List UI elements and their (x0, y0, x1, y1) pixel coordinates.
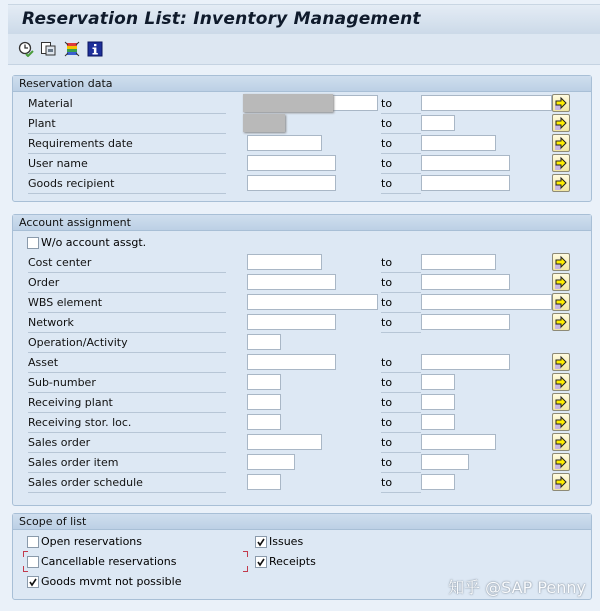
requirements-date-high-input[interactable] (421, 135, 496, 151)
info-icon[interactable] (87, 41, 103, 57)
checkmark-icon (256, 557, 266, 567)
receiving-stor-loc-high-input[interactable] (421, 414, 455, 430)
field-label: Requirements date (28, 136, 226, 154)
network-row (13, 314, 591, 334)
goods-recipient-row (13, 175, 591, 195)
material-high-input[interactable] (421, 95, 552, 111)
arrow-right-icon (553, 135, 569, 151)
field-label: Goods recipient (28, 176, 226, 194)
wbs-element-high-input[interactable] (421, 294, 552, 310)
cost-center-low-input[interactable] (247, 254, 322, 270)
checkbox-label: Open reservations (41, 535, 142, 548)
checkbox-label: W/o account assgt. (41, 236, 147, 249)
arrow-right-icon (553, 354, 569, 370)
to-label: to (381, 475, 421, 493)
to-label: to (381, 275, 421, 293)
watermark: 知乎 @SAP Penny (448, 578, 586, 597)
open-reservations-checkbox[interactable] (27, 536, 39, 548)
multiple-selection-button[interactable] (552, 353, 570, 371)
sales-order-schedule-high-input[interactable] (421, 474, 455, 490)
to-label: to (381, 96, 421, 114)
sub-number-low-input[interactable] (247, 374, 281, 390)
field-label: WBS element (28, 295, 226, 313)
application-toolbar (8, 34, 600, 65)
multiple-selection-button[interactable] (552, 293, 570, 311)
arrow-right-icon (553, 314, 569, 330)
arrow-right-icon (553, 394, 569, 410)
checkbox-label: Goods mvmt not possible (41, 575, 182, 588)
wbs-element-row (13, 294, 591, 314)
to-label: to (381, 136, 421, 154)
multiple-selection-button[interactable] (552, 154, 570, 172)
receipts-checkbox[interactable] (255, 556, 267, 568)
reservation-data-group (12, 75, 592, 202)
user-name-low-input[interactable] (247, 155, 336, 171)
order-low-input[interactable] (247, 274, 336, 290)
to-label: to (381, 395, 421, 413)
cost-center-high-input[interactable] (421, 254, 496, 270)
to-label: to (381, 116, 421, 134)
sales-order-high-input[interactable] (421, 434, 496, 450)
page-title: Reservation List: Inventory Management (22, 9, 421, 29)
goods-recipient-high-input[interactable] (421, 175, 510, 191)
arrow-right-icon (553, 434, 569, 450)
arrow-right-icon (553, 95, 569, 111)
sales-order-item-row (13, 454, 591, 474)
arrow-right-icon (553, 474, 569, 490)
user-name-high-input[interactable] (421, 155, 510, 171)
requirements-date-row (13, 135, 591, 155)
issues-checkbox[interactable] (255, 536, 267, 548)
multiple-selection-button[interactable] (552, 134, 570, 152)
cost-center-row (13, 254, 591, 274)
multiple-selection-button[interactable] (552, 473, 570, 491)
operation-activity-input[interactable] (247, 334, 281, 350)
redacted-value (243, 94, 333, 112)
asset-high-input[interactable] (421, 354, 510, 370)
execute-clock-icon[interactable] (18, 41, 34, 57)
get-variant-icon[interactable] (40, 41, 56, 57)
focus-bracket (243, 566, 248, 572)
field-label: Sales order schedule (28, 475, 226, 493)
sales-order-schedule-low-input[interactable] (247, 474, 281, 490)
asset-low-input[interactable] (247, 354, 336, 370)
receiving-plant-low-input[interactable] (247, 394, 281, 410)
to-label: to (381, 255, 421, 273)
wo-account-checkbox[interactable] (27, 237, 39, 249)
field-label: Plant (28, 116, 226, 134)
receiving-stor-loc-row (13, 414, 591, 434)
field-label: Sub-number (28, 375, 226, 393)
goods-recipient-low-input[interactable] (247, 175, 336, 191)
to-label: to (381, 156, 421, 174)
plant-row (13, 115, 591, 135)
redacted-value (243, 114, 285, 132)
user-name-row (13, 155, 591, 175)
group-header: Reservation data (13, 76, 591, 92)
checkbox-label: Issues (269, 535, 304, 548)
asset-row (13, 354, 591, 374)
multiple-selection-button[interactable] (552, 413, 570, 431)
selection-options-icon[interactable] (64, 41, 80, 57)
field-label: Sales order (28, 435, 226, 453)
wbs-element-low-input[interactable] (247, 294, 378, 310)
sub-number-row (13, 374, 591, 394)
to-label: to (381, 176, 421, 194)
field-label: Sales order item (28, 455, 226, 473)
wo-account-row (13, 235, 591, 255)
to-label: to (381, 455, 421, 473)
arrow-right-icon (553, 274, 569, 290)
checkmark-icon (256, 537, 266, 547)
to-label: to (381, 435, 421, 453)
arrow-right-icon (553, 414, 569, 430)
receiving-plant-high-input[interactable] (421, 394, 455, 410)
order-high-input[interactable] (421, 274, 510, 290)
to-label: to (381, 355, 421, 373)
receiving-plant-row (13, 394, 591, 414)
material-row (13, 95, 591, 115)
multiple-selection-button[interactable] (552, 373, 570, 391)
plant-high-input[interactable] (421, 115, 455, 131)
sales-order-item-high-input[interactable] (421, 454, 469, 470)
cancellable-reservations-checkbox[interactable] (27, 556, 39, 568)
sub-number-high-input[interactable] (421, 374, 455, 390)
multiple-selection-button[interactable] (552, 313, 570, 331)
checkbox-label: Cancellable reservations (41, 555, 177, 568)
arrow-right-icon (553, 254, 569, 270)
account-assignment-group (12, 214, 592, 506)
arrow-right-icon (553, 155, 569, 171)
multiple-selection-button[interactable] (552, 94, 570, 112)
field-label: Material (28, 96, 226, 114)
checkbox-label: Receipts (269, 555, 316, 568)
operation-activity-row (13, 334, 591, 354)
network-low-input[interactable] (247, 314, 336, 330)
arrow-right-icon (553, 175, 569, 191)
multiple-selection-button[interactable] (552, 433, 570, 451)
field-label: Operation/Activity (28, 335, 226, 353)
field-label: Order (28, 275, 226, 293)
multiple-selection-button[interactable] (552, 174, 570, 192)
sales-order-item-low-input[interactable] (247, 454, 295, 470)
to-label: to (381, 415, 421, 433)
field-label: Network (28, 315, 226, 333)
multiple-selection-button[interactable] (552, 273, 570, 291)
field-label: Asset (28, 355, 226, 373)
goods-mvmt-not-possible-checkbox[interactable] (27, 576, 39, 588)
title-bar (8, 4, 600, 35)
multiple-selection-button[interactable] (552, 114, 570, 132)
sales-order-row (13, 434, 591, 454)
multiple-selection-button[interactable] (552, 393, 570, 411)
group-header: Account assignment (13, 215, 591, 231)
multiple-selection-button[interactable] (552, 453, 570, 471)
field-label: Receiving plant (28, 395, 226, 413)
multiple-selection-button[interactable] (552, 253, 570, 271)
sales-order-low-input[interactable] (247, 434, 322, 450)
arrow-right-icon (553, 294, 569, 310)
arrow-right-icon (553, 115, 569, 131)
group-header: Scope of list (13, 514, 591, 530)
arrow-right-icon (553, 374, 569, 390)
requirements-date-low-input[interactable] (247, 135, 322, 151)
focus-bracket (243, 551, 248, 557)
order-row (13, 274, 591, 294)
field-label: Receiving stor. loc. (28, 415, 226, 433)
arrow-right-icon (553, 454, 569, 470)
field-label: User name (28, 156, 226, 174)
to-label: to (381, 315, 421, 333)
to-label: to (381, 295, 421, 313)
network-high-input[interactable] (421, 314, 510, 330)
receiving-stor-loc-low-input[interactable] (247, 414, 281, 430)
sales-order-schedule-row (13, 474, 591, 494)
field-label: Cost center (28, 255, 226, 273)
to-label: to (381, 375, 421, 393)
checkmark-icon (28, 577, 38, 587)
